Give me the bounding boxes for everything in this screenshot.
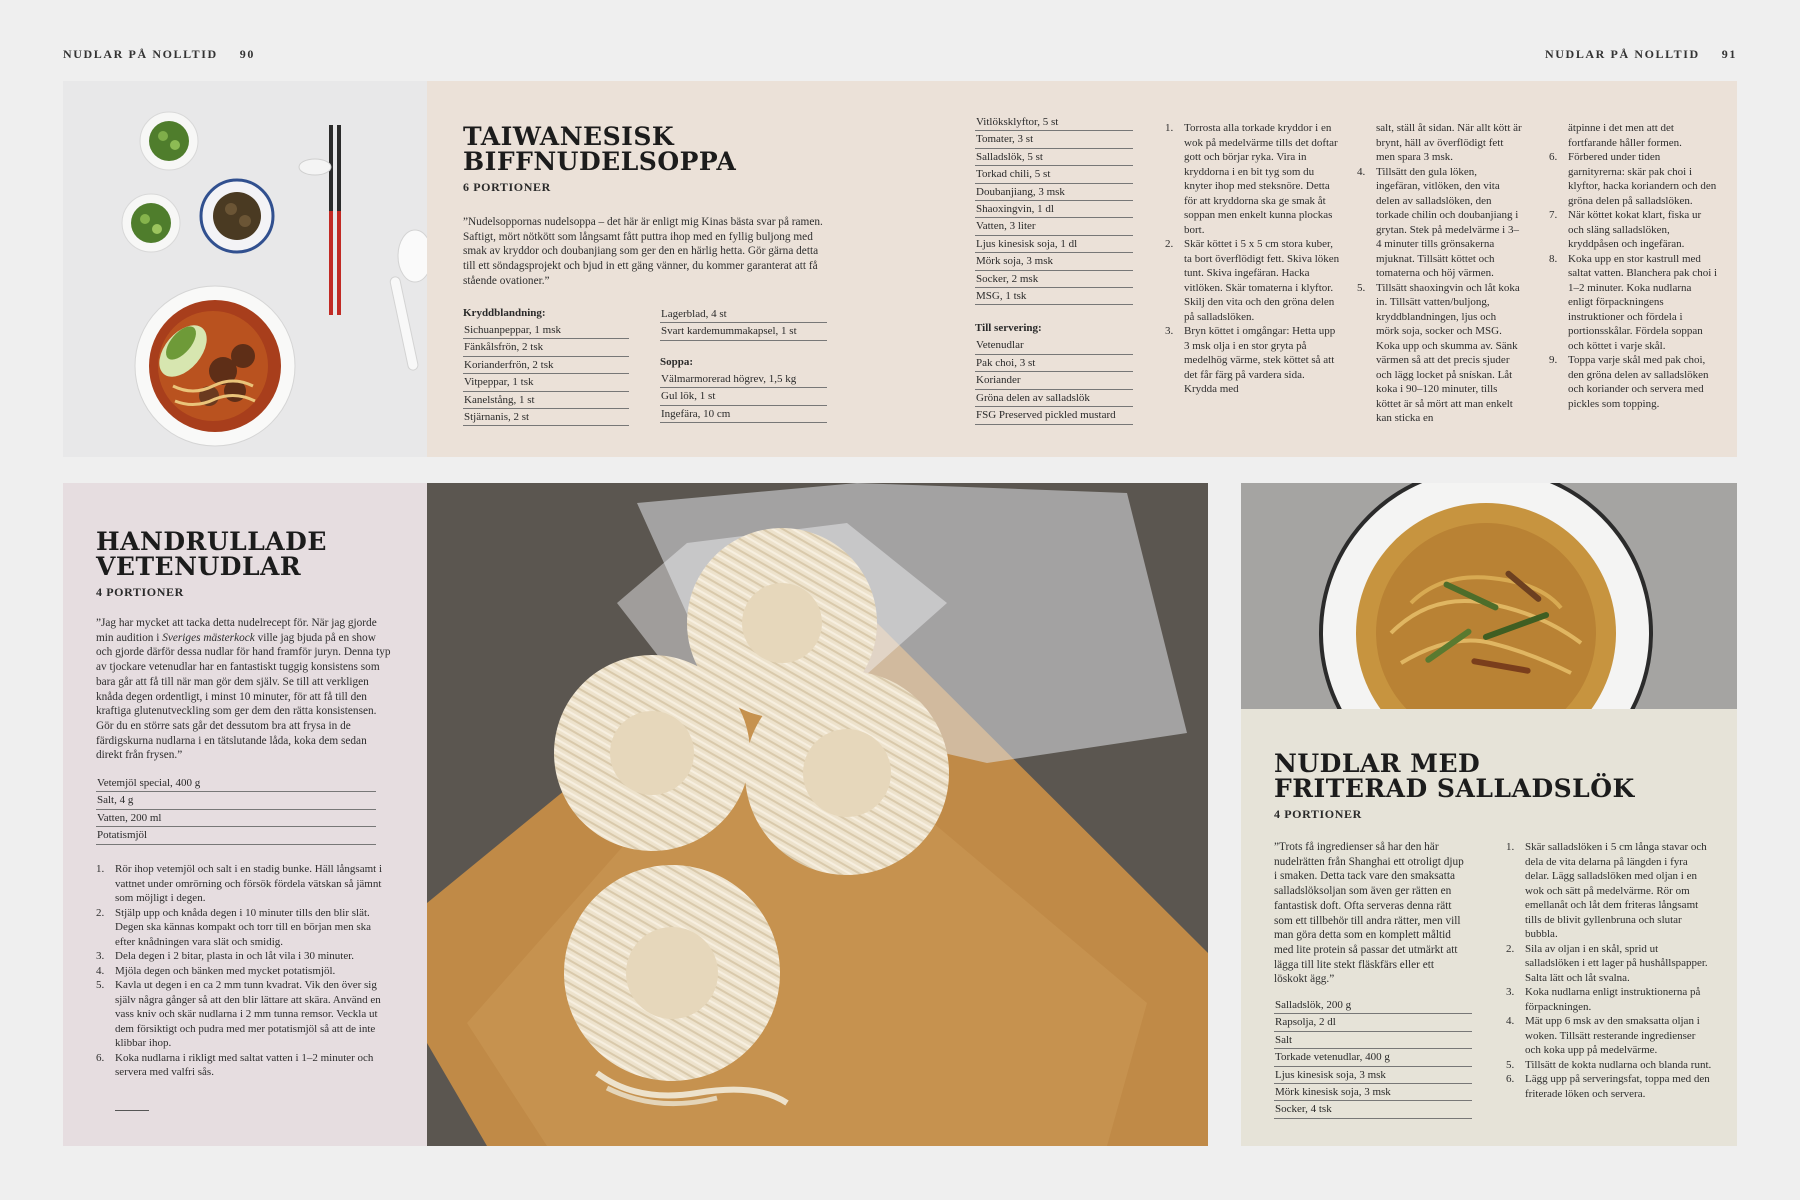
recipe-hand-rolled-noodles xyxy=(63,483,427,1146)
recipe-title-line: NUDLAR MED xyxy=(1274,749,1481,778)
step-number: 4. xyxy=(96,964,105,977)
step-text: Bryn köttet i omgångar: Hetta upp 3 msk olja i en stor gryta på medelhög värme, stek köttet så att det får färg på vardera sida. Krydda med xyxy=(1184,325,1336,395)
step-item xyxy=(1506,985,1714,1014)
recipe-title-line: BIFFNUDELSOPPA xyxy=(463,147,737,176)
step-number: 9. xyxy=(1549,354,1558,366)
servings: 4 PORTIONER xyxy=(1274,807,1362,821)
ingredient-item: Koriander xyxy=(975,372,1133,389)
recipe-title xyxy=(96,529,396,579)
ingredient-heading: Kryddblandning: xyxy=(463,307,546,319)
steps-column-3 xyxy=(1549,121,1719,411)
step-text: Koka upp en stor kastrull med saltat vatten. Blanchera pak choi i 1–2 minuter. Koka nudlarna enligt förpackningens instruktioner och fördela i portionsskålar. Fördela soppan och köttet i varje skål. xyxy=(1568,252,1718,352)
ingredient-item: Lagerblad, 4 st xyxy=(660,306,827,323)
ingredient-item: Rapsolja, 2 dl xyxy=(1274,1014,1472,1031)
recipe-title-line: TAIWANESISK xyxy=(463,122,675,151)
ingredient-item: Vatten, 3 liter xyxy=(975,218,1133,235)
ingredient-item: Torkade vetenudlar, 400 g xyxy=(1274,1049,1472,1066)
step-number: 4. xyxy=(1506,1015,1515,1027)
step-item xyxy=(1357,281,1522,426)
recipe-intro: ”Trots få ingredienser så har den här nudelrätten från Shanghai ett otroligt djup i smaken. Detta tack vare den smaksatta salladslöksoljan som även ger rätten en fantastisk doft. Ofta serveras denna rätt som ett tillbehör till andra rätter, men vill man göra detta som en komplett måltid med lite protein så passar det utmärkt att lägga till lite stekt fläskfärs eller ett löskokt ägg.” xyxy=(1274,841,1464,986)
step-item xyxy=(1549,353,1719,411)
step-text: Lägg upp på serveringsfat, toppa med den friterade löken och servera. xyxy=(1525,1073,1710,1100)
step-item xyxy=(1506,942,1714,986)
ingredient-item: Pak choi, 3 st xyxy=(975,355,1133,372)
step-number: 5. xyxy=(96,979,105,991)
spice-list xyxy=(463,306,629,426)
more-ingredients xyxy=(975,114,1133,425)
page-number: 90 xyxy=(239,47,255,61)
step-item xyxy=(1357,165,1522,281)
ingredient-item: Kanelstång, 1 st xyxy=(463,392,629,409)
steps-column-1 xyxy=(1165,121,1340,397)
ingredient-list xyxy=(660,371,827,423)
recipe2-header xyxy=(96,529,396,600)
recipe-title xyxy=(463,124,843,174)
step-text: Toppa varje skål med pak choi, den gröna delen av salladslöken och koriander och servera med pickles som topping. xyxy=(1568,354,1709,410)
noodle-nests-illustration xyxy=(427,483,1208,1146)
end-rule xyxy=(115,1110,149,1111)
intro-text: ”Jag har mycket att tacka detta nudelrecept för. När jag gjorde min audition i xyxy=(96,617,377,644)
ingredient-item: Mörk soja, 3 msk xyxy=(975,253,1133,270)
step-number: 2. xyxy=(1165,238,1174,250)
step-item xyxy=(1549,208,1719,252)
step-text: Skär köttet i 5 x 5 cm stora kuber, ta bort överflödigt fett. Skiva löken tunt. Skiva ingefäran. Hacka vitlöken. Skär tomaterna i klyftor. Skilj den vita och den gröna delen på salladslöken. xyxy=(1184,238,1340,323)
ingredient-item: Ljus kinesisk soja, 3 msk xyxy=(1274,1067,1472,1084)
ingredient-item: Tomater, 3 st xyxy=(975,131,1133,148)
step-item xyxy=(1506,840,1714,942)
step-text: Kavla ut degen i en ca 2 mm tunn kvadrat. Vik den över sig själv några gånger så att den blir lättare att skära. Använd en vass kniv och skär nudlarna i 2 mm tunna remsor. Veckla ut dem försiktigt och pudra med mer potatismjöl så att de inte klibbar ihop. xyxy=(115,979,381,1049)
ingredient-item: Salladslök, 200 g xyxy=(1274,997,1472,1014)
recipe-title xyxy=(1274,751,1714,801)
step-item xyxy=(96,906,392,950)
scallion-noodles-photo xyxy=(1241,483,1737,709)
step-item xyxy=(96,1051,392,1080)
step-text: Mjöla degen och bänken med mycket potatismjöl. xyxy=(115,964,336,977)
ingredient-item: Vatten, 200 ml xyxy=(96,810,376,827)
step-item xyxy=(96,964,392,979)
step-item xyxy=(1549,252,1719,354)
step-number: 5. xyxy=(1357,281,1366,294)
step-number: 1. xyxy=(1506,841,1515,853)
intro-text: ville jag bjuda på en show och gjorde därför dessa nudlar för hand framför juryn. Denna typ av tjockare vetenudlar har en fantastiskt tuggig konsistens som bara går att få till när man gör dem själv. Se till att verkligen knåda degen ordentligt, i minst 10 minuter, för att få till den kraftiga glutenutveckling som ger dem den rätta konsistensen. Gör du en större sats går det dessutom bra att frysa in de färdigskurna nudlarna i en tätslutande låda, koka dem sedan direkt från frysen.” xyxy=(96,631,391,762)
step-text: Tillsätt de kokta nudlarna och blanda runt. xyxy=(1525,1058,1712,1071)
ingredient-item: Vitlöksklyftor, 5 st xyxy=(975,114,1133,131)
scallion-noodles-illustration xyxy=(1241,483,1737,709)
step-number: 6. xyxy=(96,1051,105,1064)
intro-italic-title: Sveriges mästerkock xyxy=(162,631,255,644)
recipe-intro xyxy=(96,616,394,763)
step-item xyxy=(96,978,392,1051)
ingredient-item: Svart kardemummakapsel, 1 st xyxy=(660,323,827,340)
ingredient-item: Vitpeppar, 1 tsk xyxy=(463,374,629,391)
recipe-taiwanese-beef-noodle-soup xyxy=(63,81,1737,457)
step-text: Koka nudlarna i rikligt med saltat vatten i 1–2 minuter och servera med valfri sås. xyxy=(115,1051,374,1078)
ingredient-item: Torkad chili, 5 st xyxy=(975,166,1133,183)
step-number: 7. xyxy=(1549,209,1558,221)
ingredient-item: Potatismjöl xyxy=(96,827,376,844)
recipe-title-line: HANDRULLADE xyxy=(96,527,327,556)
step-number: 1. xyxy=(96,863,105,875)
step-item xyxy=(1165,324,1340,397)
running-head-right xyxy=(1545,47,1737,62)
step-text: Torrosta alla torkade kryddor i en wok på medelvärme tills det doftar gott och börjar ryka. Vira in kryddorna i en bit tyg som du knyter ihop med steksnöre. Detta för att kryddorna ska ge smak åt soppan men enkelt kunna plockas bort. xyxy=(1184,122,1338,236)
step-item xyxy=(1506,1058,1714,1073)
soup-photo xyxy=(63,81,427,457)
ingredient-heading: Soppa: xyxy=(660,355,694,368)
running-head-left xyxy=(63,47,255,62)
recipe-intro: ”Nudelsoppornas nudelsoppa – det här är enligt mig Kinas bästa svar på ramen. Saftigt, mört nötkött som långsamt fått puttra ihop med en fyllig buljong med smak av kryddor och doubanjiang som ger den en härlig hetta. Gör gärna detta till ett söndagsprojekt och bjud in ett gäng vänner, du kommer garanterat att få stående ovationer.” xyxy=(463,216,823,287)
recipe3-header xyxy=(1274,751,1714,822)
step-number: 2. xyxy=(96,906,105,919)
ingredient-item: Salt, 4 g xyxy=(96,792,376,809)
step-text: Mät upp 6 msk av den smaksatta oljan i woken. Tillsätt resterande ingredienser och koka upp på medelvärme. xyxy=(1525,1015,1700,1056)
servings: 4 PORTIONER xyxy=(96,585,184,599)
spice-list-continued xyxy=(660,306,827,423)
ingredient-item: Korianderfrön, 2 tsk xyxy=(463,357,629,374)
step-number: 2. xyxy=(1506,942,1515,955)
step-number: 3. xyxy=(1506,986,1515,998)
step-item xyxy=(1549,150,1719,208)
running-head-title: NUDLAR PÅ NOLLTID xyxy=(1545,47,1700,61)
ingredient-item: Ljus kinesisk soja, 1 dl xyxy=(975,236,1133,253)
ingredient-item: Salt xyxy=(1274,1032,1472,1049)
recipe-noodles-fried-scallion xyxy=(1241,483,1737,1146)
ingredient-item: Mörk kinesisk soja, 3 msk xyxy=(1274,1084,1472,1101)
running-head-title: NUDLAR PÅ NOLLTID xyxy=(63,47,218,61)
step-text: Dela degen i 2 bitar, plasta in och låt vila i 30 minuter. xyxy=(115,950,355,962)
step-item xyxy=(1506,1072,1714,1101)
step-number: 8. xyxy=(1549,252,1558,265)
ingredient-item: Shaoxingvin, 1 dl xyxy=(975,201,1133,218)
step-number: 4. xyxy=(1357,165,1366,178)
step-number: 1. xyxy=(1165,122,1174,134)
step-item xyxy=(96,862,392,906)
step-number: 3. xyxy=(96,950,105,962)
ingredient-item: Stjärnanis, 2 st xyxy=(463,409,629,426)
ingredient-item: Välmarmorerad högrev, 1,5 kg xyxy=(660,371,827,388)
ingredient-heading: Till servering: xyxy=(975,322,1042,335)
recipe-title-line: FRITERAD SALLADSLÖK xyxy=(1274,774,1635,803)
step-number: 5. xyxy=(1506,1058,1515,1071)
step-number: 3. xyxy=(1165,325,1174,337)
ingredient-item: Doubanjiang, 3 msk xyxy=(975,184,1133,201)
ingredient-item: Sichuanpeppar, 1 msk xyxy=(463,322,629,339)
ingredient-item: Socker, 4 tsk xyxy=(1274,1101,1472,1118)
servings: 6 PORTIONER xyxy=(463,180,551,194)
steps-list xyxy=(1549,150,1719,411)
step-number: 6. xyxy=(1549,151,1558,163)
step-continuation: salt, ställ åt sidan. När allt kött är brynt, häll av överflödigt fett men spara 3 msk. xyxy=(1376,122,1522,163)
ingredient-item: Vetenudlar xyxy=(975,337,1133,354)
ingredient-list xyxy=(1274,997,1472,1119)
ingredient-list xyxy=(660,306,827,341)
step-text: Skär salladslöken i 5 cm långa stavar och dela de vita delarna på längden i fyra delar. Lägg salladslöken med oljan i en wok och sätt på medelvärme. Rör om emellanåt och låt dem friteras långsamt tills de blivit gyllenbruna och slutar bubbla. xyxy=(1525,841,1707,940)
recipe-title-line: VETENUDLAR xyxy=(96,552,302,581)
step-text: Tillsätt den gula löken, ingefäran, vitlöken, den vita delen av salladslöken, den torkade chilin och doubanjiang i grytan. Stek på medelvärme i 3–4 minuter tills grönsakerna mjuknat. Tillsätt köttet och tomaterna och höj värmen. xyxy=(1376,165,1519,279)
ingredient-item: MSG, 1 tsk xyxy=(975,288,1133,305)
ingredient-item: Salladslök, 5 st xyxy=(975,149,1133,166)
step-continuation: ätpinne i det men att det fortfarande håller formen. xyxy=(1568,122,1682,149)
ingredient-list xyxy=(975,114,1133,305)
ingredient-list xyxy=(975,337,1133,424)
ingredient-item: FSG Preserved pickled mustard xyxy=(975,407,1133,424)
step-text: Sila av oljan i en skål, sprid ut salladslöken i ett lager på hushållspapper. Salta lätt och låt svalna. xyxy=(1525,942,1708,984)
noodle-nests-photo xyxy=(427,483,1208,1146)
step-item xyxy=(1165,237,1340,324)
ingredient-item: Vetemjöl special, 400 g xyxy=(96,775,376,792)
ingredient-item: Gul lök, 1 st xyxy=(660,388,827,405)
steps-column-2 xyxy=(1357,121,1522,426)
step-text: Stjälp upp och knåda degen i 10 minuter tills den blir slät. Degen ska kännas kompakt och torr till en början men ska efter knådningen vara slät och smidig. xyxy=(115,906,371,948)
recipe1-header xyxy=(463,124,843,195)
step-item xyxy=(1165,121,1340,237)
ingredient-list xyxy=(96,775,376,845)
step-item xyxy=(96,949,392,964)
ingredient-item: Gröna delen av salladslök xyxy=(975,390,1133,407)
step-text: Rör ihop vetemjöl och salt i en stadig bunke. Häll långsamt i vattnet under omrörning och försök fördela vätskan så jämnt som möjligt i degen. xyxy=(115,863,383,904)
steps-list xyxy=(1506,840,1714,1101)
step-text: När köttet kokat klart, fiska ur och släng salladslöken, kryddpåsen och ingefäran. xyxy=(1568,209,1702,250)
step-number: 6. xyxy=(1506,1073,1515,1085)
step-text: Förbered under tiden garnityrerna: skär pak choi i klyftor, hacka koriandern och den gröna delen på salladslöken. xyxy=(1568,151,1717,207)
ingredient-item: Ingefära, 10 cm xyxy=(660,406,827,423)
ingredient-list xyxy=(463,322,629,426)
steps-list xyxy=(1357,165,1522,426)
soup-bowl-illustration xyxy=(63,81,427,457)
steps-list xyxy=(96,862,392,1080)
step-text: Tillsätt shaoxingvin och låt koka in. Tillsätt vatten/buljong, kryddblandningen, ljus och mörk soja, socker och MSG. Koka upp och skumma av. Sänk värmen så att det precis sjuder och lägg locket på snískan. Låt koka i 90–120 minuter, tills köttet är så mört att man enkelt kan sticka en xyxy=(1376,281,1520,424)
ingredient-item: Socker, 2 msk xyxy=(975,271,1133,288)
step-item xyxy=(1506,1014,1714,1058)
step-text: Koka nudlarna enligt instruktionerna på förpackningen. xyxy=(1525,986,1701,1013)
ingredient-item: Fänkålsfrön, 2 tsk xyxy=(463,339,629,356)
page-number: 91 xyxy=(1721,47,1737,61)
